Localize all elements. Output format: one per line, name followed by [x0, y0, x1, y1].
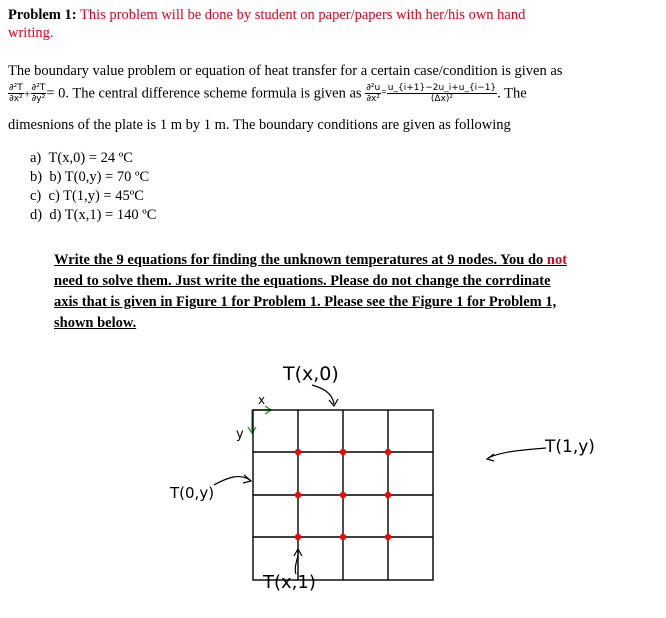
instruction-line2: need to solve them. Just write the equations. Please do not change the corrdinate — [54, 273, 551, 289]
axis-y-label: y — [236, 427, 244, 442]
frac2-den: ∂y² — [31, 94, 46, 104]
node-9 — [385, 534, 391, 540]
frac-d2u-dx2 — [365, 83, 381, 104]
label-top-boundary: T(x,0) — [283, 363, 339, 385]
instruction-line1 — [54, 250, 567, 270]
frac2-num: ∂²T — [31, 83, 46, 93]
frac-d2T-dy2 — [31, 83, 47, 104]
frac1-den: ∂x² — [9, 94, 23, 104]
paragraph-line3: dimesnions of the plate is 1 m by 1 m. The boundary conditions are given as following — [8, 117, 511, 133]
condition-text: d) T(x,1) = 140 ºC — [49, 207, 157, 223]
axis-x-label: x — [258, 393, 266, 407]
condition-text: T(x,0) = 24 ºC — [48, 150, 133, 166]
paragraph-line1: The boundary value problem or equation of heat transfer for a certain case/condition is given as — [8, 63, 563, 79]
instruction-line3: axis that is given in Figure 1 for Problem 1. Please see the Figure 1 for Problem 1, — [54, 294, 557, 310]
condition-d — [30, 207, 156, 224]
node-4 — [295, 492, 301, 498]
equals-sign: = — [381, 87, 387, 99]
node-8 — [340, 534, 346, 540]
frac3-num: ∂²u — [366, 83, 381, 93]
frac4-num: u_{i+1}−2u_i+u_{i−1} — [387, 83, 497, 93]
instruction-line4: shown below. — [54, 315, 137, 331]
figure-plate-grid — [0, 340, 666, 618]
node-2 — [340, 449, 346, 455]
instruction-not-word: not — [546, 252, 568, 268]
problem-intro-line1: This problem will be done by student on paper/papers with her/his own hand — [79, 7, 526, 23]
condition-marker: b) — [30, 169, 43, 185]
frac4-den: (Δx)² — [430, 94, 454, 104]
condition-c — [30, 188, 144, 205]
pde-suffix: = 0. The central difference scheme formula is given as — [46, 85, 362, 102]
frac1-num: ∂²T — [9, 83, 23, 93]
condition-marker: a) — [30, 150, 42, 166]
node-5 — [340, 492, 346, 498]
problem-label: Problem 1: — [8, 7, 77, 23]
frac-central-diff — [387, 83, 497, 104]
label-bottom-boundary: T(x,1) — [263, 572, 316, 593]
the-word: . The — [497, 85, 527, 102]
condition-b — [30, 169, 149, 186]
arrow-right — [488, 448, 546, 458]
condition-a — [30, 150, 133, 167]
node-7 — [295, 534, 301, 540]
condition-text: c) T(1,y) = 45ºC — [48, 188, 144, 204]
node-3 — [385, 449, 391, 455]
condition-marker: d) — [30, 207, 43, 223]
label-left-boundary: T(0,y) — [170, 484, 215, 502]
plus-sign: + — [23, 86, 31, 101]
condition-marker: c) — [30, 188, 42, 204]
problem-heading — [8, 6, 525, 24]
node-1 — [295, 449, 301, 455]
condition-text: b) T(0,y) = 70 ºC — [49, 169, 150, 185]
instruction-line1-text: Write the 9 equations for finding the unknown temperatures at 9 nodes. You do — [54, 252, 547, 268]
arrow-left — [214, 477, 250, 485]
label-right-boundary: T(1,y) — [545, 437, 595, 457]
node-6 — [385, 492, 391, 498]
frac-d2T-dx2 — [8, 83, 24, 104]
problem-intro-line2: writing. — [8, 25, 54, 41]
frac3-den: ∂x² — [366, 94, 380, 104]
equation-line — [8, 83, 527, 113]
